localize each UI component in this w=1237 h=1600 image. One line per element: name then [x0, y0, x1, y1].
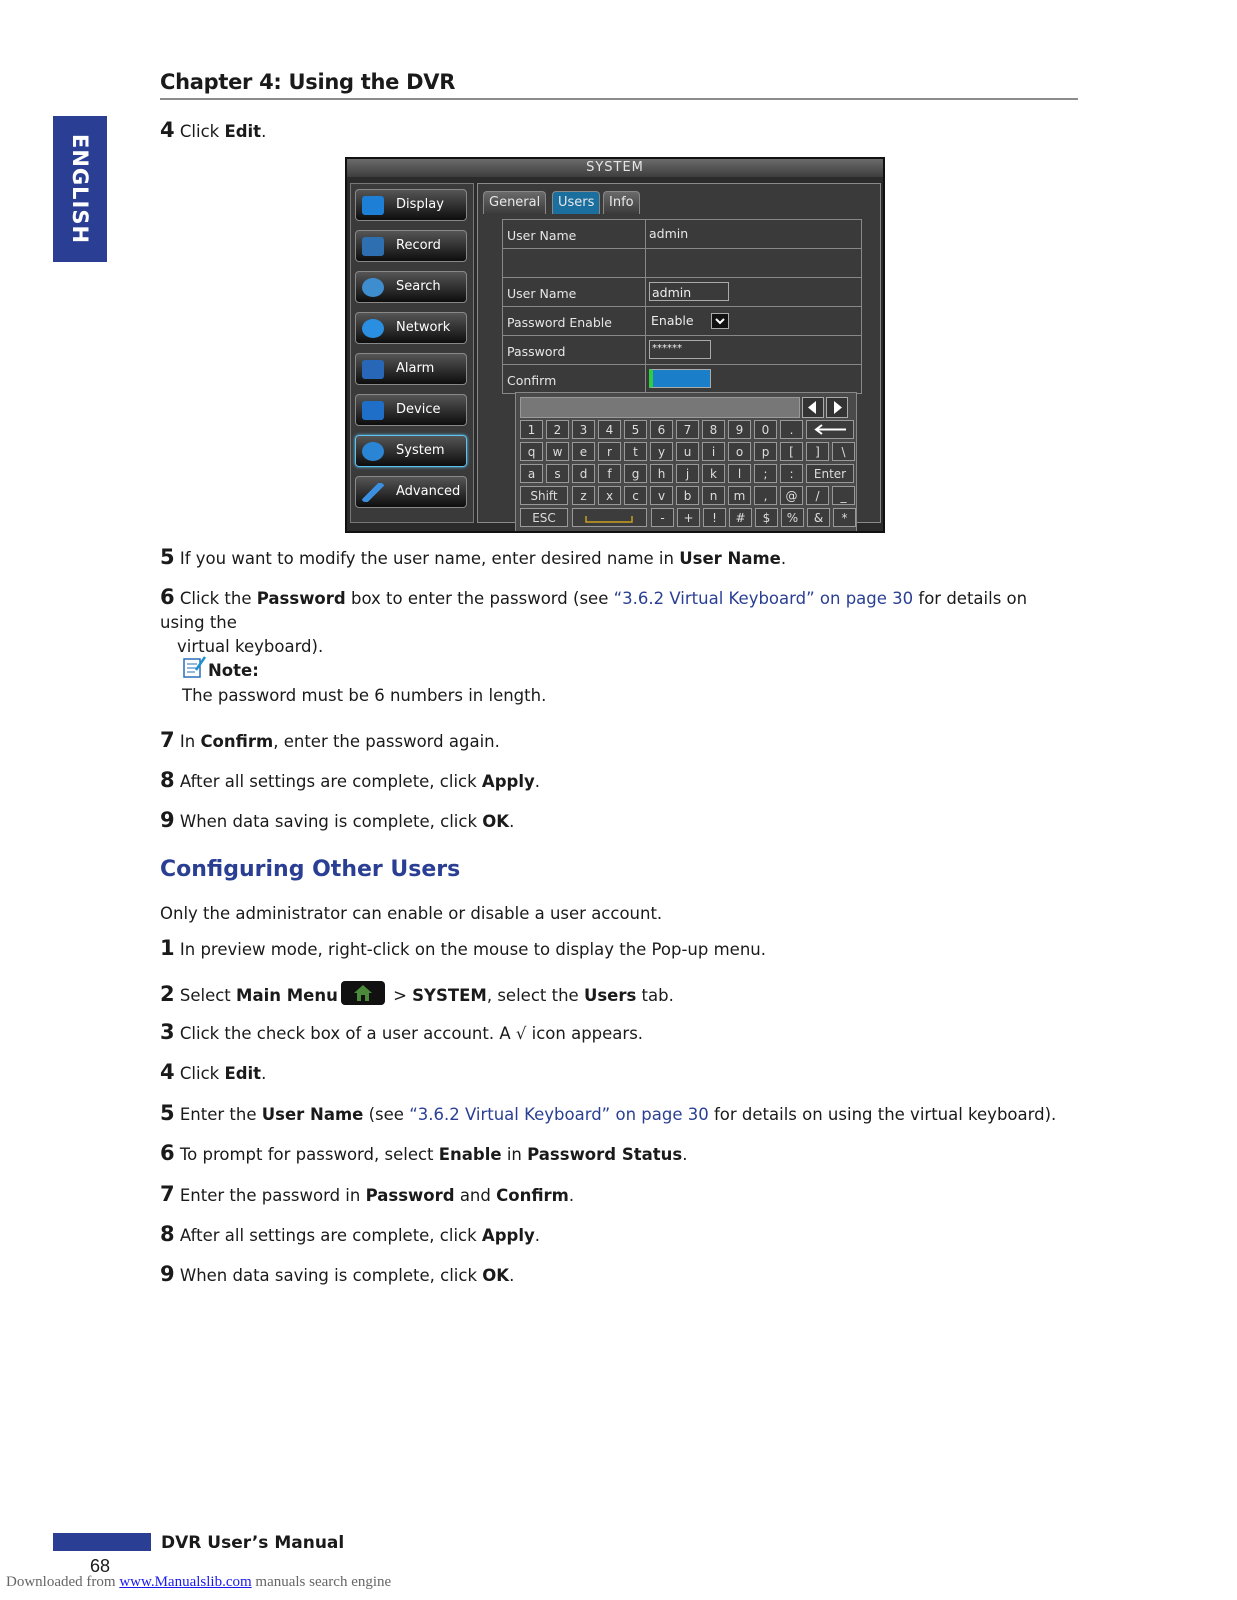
step-bold: User Name [679, 549, 781, 568]
step-number: 8 [160, 1222, 175, 1246]
step-bold: Password [365, 1186, 455, 1205]
keyboard-key[interactable]: q [520, 442, 543, 461]
keyboard-key[interactable]: + [677, 508, 700, 527]
keyboard-key[interactable]: 1 [520, 420, 543, 439]
step-text: Enter the password in [179, 1186, 366, 1205]
globe-icon [362, 319, 384, 338]
page-number: 68 [90, 1556, 111, 1576]
note-text: The password must be 6 numbers in length. [182, 686, 547, 705]
arrow-right-icon[interactable] [826, 397, 848, 418]
step-text: . [261, 1064, 267, 1083]
download-suffix: manuals search engine [251, 1574, 392, 1590]
step-7 [160, 1182, 1060, 1208]
gear-icon [362, 442, 384, 461]
password-enable-row [503, 307, 861, 336]
step-8-top [160, 768, 1060, 794]
chevron-down-icon [711, 313, 729, 329]
keyboard-key[interactable]: t [624, 442, 647, 461]
step-3 [160, 1020, 1060, 1046]
virtual-keyboard [515, 392, 857, 533]
menu-search-button[interactable] [355, 271, 467, 303]
keyboard-key[interactable]: - [651, 508, 674, 527]
keyboard-key[interactable]: l [728, 464, 751, 483]
language-tab-label: ENGLISH [68, 133, 92, 245]
step-bold: Password Status [527, 1145, 683, 1164]
menu-label: Alarm [396, 361, 435, 376]
menu-device-button[interactable] [355, 394, 467, 426]
keyboard-key[interactable]: j [676, 464, 699, 483]
user-name-row [503, 220, 861, 249]
home-icon [341, 981, 385, 1005]
keyboard-key[interactable]: ] [806, 442, 829, 461]
menu-advanced-button[interactable] [355, 476, 467, 508]
backspace-icon[interactable] [806, 420, 854, 439]
chapter-rule [160, 98, 1078, 100]
confirm-row [503, 365, 861, 393]
enter-key[interactable]: Enter [806, 464, 854, 483]
step-text: box to enter the password (see [345, 589, 614, 608]
step-number: 7 [160, 1182, 175, 1206]
note-icon [182, 655, 206, 679]
keyboard-key[interactable]: p [754, 442, 777, 461]
keyboard-key[interactable]: _ [832, 486, 855, 505]
menu-display-button[interactable] [355, 189, 467, 221]
dvr-side-menu [350, 183, 474, 523]
keyboard-key[interactable]: r [598, 442, 621, 461]
step-number: 1 [160, 936, 175, 960]
keyboard-key[interactable]: 4 [598, 420, 621, 439]
download-notice [6, 1574, 391, 1591]
keyboard-key[interactable]: 9 [728, 420, 751, 439]
edit-user-name-row [503, 278, 861, 307]
keyboard-key[interactable]: s [546, 464, 569, 483]
password-input[interactable]: ****** [649, 340, 711, 359]
step-bold: Users [583, 986, 637, 1005]
step-text: > [387, 986, 413, 1005]
keyboard-key[interactable]: 0 [754, 420, 777, 439]
user-name-input[interactable]: admin [649, 282, 729, 301]
keyboard-key[interactable]: 2 [546, 420, 569, 439]
step-text: , enter the password again. [273, 732, 500, 751]
keyboard-key[interactable]: a [520, 464, 543, 483]
step-6 [160, 1141, 1060, 1167]
step-text: To prompt for password, select [179, 1145, 439, 1164]
virtual-keyboard-link[interactable]: “3.6.2 Virtual Keyboard” on page 30 [613, 589, 914, 608]
password-row [503, 336, 861, 365]
menu-label: Advanced [396, 484, 461, 499]
step-text: for details on using the virtual keyboard). [708, 1105, 1057, 1124]
step-number: 7 [160, 728, 175, 752]
step-bold: OK [482, 812, 510, 831]
keyboard-key[interactable]: : [780, 464, 803, 483]
step-5-top [160, 545, 1060, 571]
step-text: . [509, 812, 515, 831]
menu-system-button[interactable] [355, 435, 467, 467]
step-text: for details on using the [160, 589, 1028, 632]
footer-bar [53, 1533, 151, 1551]
alarm-icon [362, 360, 384, 379]
keyboard-key[interactable]: 7 [676, 420, 699, 439]
step-text: Click the [179, 589, 257, 608]
keyboard-key[interactable]: w [546, 442, 569, 461]
step-bold: Main Menu [236, 986, 338, 1005]
keyboard-key[interactable]: . [780, 420, 803, 439]
step-bold: Enable [438, 1145, 502, 1164]
step-8 [160, 1222, 1060, 1248]
step-text: If you want to modify the user name, enter desired name in [179, 549, 680, 568]
step-4-top [160, 118, 1060, 144]
menu-label: Display [396, 197, 444, 212]
keyboard-key[interactable]: y [650, 442, 673, 461]
keyboard-key[interactable]: z [572, 486, 595, 505]
step-bold: Confirm [496, 1186, 569, 1205]
arrow-left-icon[interactable] [802, 397, 824, 418]
step-text: , select the [486, 986, 584, 1005]
keyboard-key[interactable]: o [728, 442, 751, 461]
shift-key[interactable]: Shift [520, 486, 568, 505]
step-text: After all settings are complete, click [179, 1226, 482, 1245]
keyboard-key[interactable]: n [702, 486, 725, 505]
keyboard-key[interactable]: 5 [624, 420, 647, 439]
step-text: After all settings are complete, click [179, 772, 482, 791]
chapter-title: Chapter 4: Using the DVR [160, 70, 456, 94]
magnifier-icon [362, 278, 384, 297]
step-text: . [534, 772, 540, 791]
step-number: 4 [160, 118, 175, 142]
row-value: admin [649, 226, 689, 241]
keyboard-key[interactable]: 6 [650, 420, 673, 439]
keyboard-key[interactable]: h [650, 464, 673, 483]
keyboard-key[interactable]: 3 [572, 420, 595, 439]
menu-network-button[interactable] [355, 312, 467, 344]
password-enable-select[interactable] [649, 311, 729, 330]
step-2 [160, 981, 1060, 1008]
step-9-top [160, 808, 1060, 834]
keyboard-key[interactable]: x [598, 486, 621, 505]
step-text: Click [179, 122, 225, 141]
row-label: Password Enable [507, 315, 612, 330]
step-number: 9 [160, 808, 175, 832]
keyboard-key[interactable]: g [624, 464, 647, 483]
step-4 [160, 1060, 1060, 1086]
wrench-icon [362, 483, 384, 502]
keyboard-key[interactable]: f [598, 464, 621, 483]
step-bold: Edit [224, 1064, 262, 1083]
section-intro: Only the administrator can enable or disable a user account. [160, 904, 663, 923]
menu-label: System [396, 443, 445, 458]
manualslib-link[interactable]: www.Manualslib.com [119, 1574, 252, 1590]
step-text: In preview mode, right-click on the mouse to display the Pop-up menu. [179, 940, 766, 959]
step-bold: Confirm [200, 732, 274, 751]
step-text: (see [363, 1105, 410, 1124]
language-tab [53, 116, 107, 262]
keyboard-key[interactable]: ; [754, 464, 777, 483]
step-number: 6 [160, 1141, 175, 1165]
empty-row [503, 249, 861, 278]
keyboard-key[interactable]: b [676, 486, 699, 505]
row-label: Password [507, 344, 566, 359]
step-number: 2 [160, 982, 175, 1006]
keyboard-key[interactable]: m [728, 486, 751, 505]
step-bold: Edit [224, 122, 262, 141]
step-bold: SYSTEM [412, 986, 487, 1005]
step-1 [160, 936, 1060, 962]
keyboard-key[interactable]: i [702, 442, 725, 461]
step-text: Click [179, 1064, 225, 1083]
step-bold: Apply [481, 772, 535, 791]
step-number: 4 [160, 1060, 175, 1084]
keyboard-key[interactable]: $ [755, 508, 778, 527]
step-bold: Password [256, 589, 346, 608]
step-text: . [534, 1226, 540, 1245]
step-text: Click the check box of a user account. A √ icon appears. [179, 1024, 644, 1043]
section-heading: Configuring Other Users [160, 857, 461, 882]
step-9 [160, 1262, 1060, 1288]
step-text: . [509, 1266, 515, 1285]
tab-info[interactable]: Info [603, 191, 640, 214]
step-text: . [568, 1186, 575, 1205]
step-text: and [454, 1186, 497, 1205]
keyboard-key[interactable]: / [806, 486, 829, 505]
menu-record-button[interactable] [355, 230, 467, 262]
step-text: When data saving is complete, click [179, 812, 483, 831]
menu-label: Network [396, 320, 451, 335]
film-icon [362, 237, 384, 256]
step-text: . [780, 549, 787, 568]
step-number: 9 [160, 1262, 175, 1286]
menu-alarm-button[interactable] [355, 353, 467, 385]
dvr-window-title: SYSTEM [347, 159, 883, 177]
tab-users[interactable]: Users [552, 191, 600, 214]
step-number: 5 [160, 545, 175, 569]
step-text: In [179, 732, 201, 751]
keyboard-key[interactable]: e [572, 442, 595, 461]
step-text: Enter the [179, 1105, 262, 1124]
menu-label: Record [396, 238, 441, 253]
keyboard-key[interactable]: v [650, 486, 673, 505]
keyboard-key[interactable]: ! [703, 508, 726, 527]
esc-key[interactable]: ESC [520, 508, 568, 527]
row-label: User Name [507, 228, 577, 243]
step-text: . [682, 1145, 688, 1164]
dvr-system-screenshot [345, 157, 885, 533]
keyboard-key[interactable]: \ [832, 442, 855, 461]
step-text: . [261, 122, 267, 141]
keyboard-input-field[interactable] [520, 397, 800, 418]
step-number: 5 [160, 1101, 175, 1125]
row-label: User Name [507, 286, 577, 301]
user-settings-grid [502, 219, 862, 394]
step-text: When data saving is complete, click [179, 1266, 483, 1285]
note-label: Note: [208, 661, 259, 680]
confirm-input[interactable] [649, 369, 711, 388]
monitor-icon [362, 196, 384, 215]
keyboard-key[interactable]: % [781, 508, 804, 527]
step-number: 8 [160, 768, 175, 792]
step-bold: User Name [261, 1105, 364, 1124]
menu-label: Search [396, 279, 441, 294]
step-6-top [160, 585, 1060, 659]
step-number: 6 [160, 585, 175, 609]
step-text: in [501, 1145, 528, 1164]
step-number: 3 [160, 1020, 175, 1044]
keyboard-key[interactable]: 8 [702, 420, 725, 439]
step-7-top [160, 728, 1060, 754]
keyboard-key[interactable]: @ [780, 486, 803, 505]
keyboard-key[interactable]: # [729, 508, 752, 527]
keyboard-key[interactable]: k [702, 464, 725, 483]
menu-label: Device [396, 402, 441, 417]
step-text: tab. [636, 986, 674, 1005]
step-bold: OK [482, 1266, 510, 1285]
select-value: Enable [651, 313, 694, 328]
step-text: virtual keyboard). [177, 637, 324, 656]
keyboard-key[interactable]: u [676, 442, 699, 461]
keyboard-key[interactable]: d [572, 464, 595, 483]
keyboard-key[interactable]: c [624, 486, 647, 505]
step-text: Select [179, 986, 237, 1005]
keyboard-key[interactable]: & [807, 508, 830, 527]
download-prefix: Downloaded from [6, 1574, 120, 1590]
row-label: Confirm [507, 373, 557, 388]
tab-general[interactable]: General [483, 191, 546, 214]
footer-title: DVR User’s Manual [161, 1533, 345, 1553]
keyboard-key[interactable]: * [833, 508, 856, 527]
keyboard-key[interactable]: [ [780, 442, 803, 461]
step-bold: Apply [481, 1226, 535, 1245]
virtual-keyboard-link[interactable]: “3.6.2 Virtual Keyboard” on page 30 [409, 1105, 709, 1124]
device-icon [362, 401, 384, 420]
spacebar-key[interactable] [572, 508, 647, 527]
keyboard-key[interactable]: , [754, 486, 777, 505]
step-5 [160, 1101, 1060, 1127]
